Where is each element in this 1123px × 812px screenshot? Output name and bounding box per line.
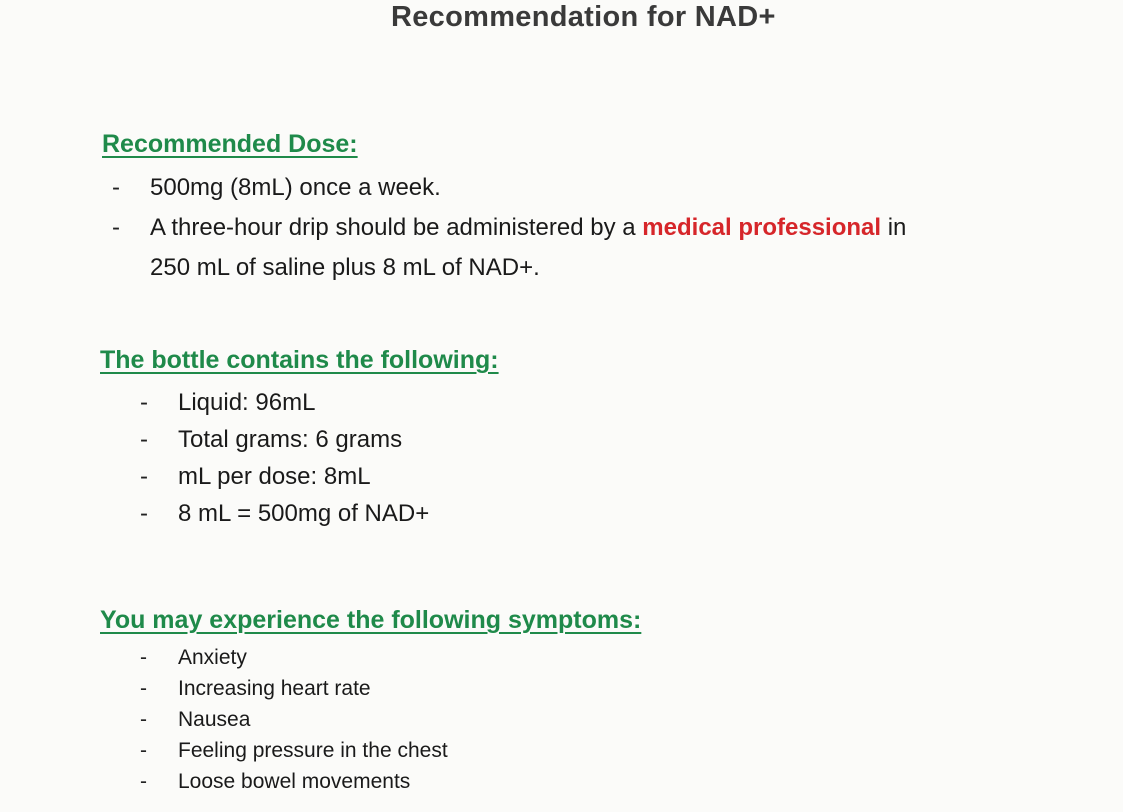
list-item	[140, 766, 448, 797]
dose-item-text: in	[881, 214, 907, 241]
bottle-item-text: 8 mL = 500mg of NAD+	[178, 500, 430, 527]
bullet-dash: -	[112, 174, 120, 201]
list-item	[140, 384, 429, 421]
dose-heading: Recommended Dose:	[102, 130, 358, 158]
list-item	[140, 642, 448, 673]
medical-professional-highlight: medical professional	[642, 214, 882, 241]
symptoms-heading: You may experience the following symptoms:	[100, 606, 642, 634]
symptom-item-text: Nausea	[178, 708, 251, 731]
list-item	[140, 495, 429, 532]
symptom-item-text: Feeling pressure in the chest	[178, 739, 448, 762]
list-item	[112, 168, 906, 208]
dose-item-continued: 250 mL of saline plus 8 mL of NAD+.	[150, 254, 540, 281]
symptom-item-text: Loose bowel movements	[178, 770, 411, 793]
list-item	[112, 208, 906, 288]
bullet-dash: -	[140, 500, 148, 527]
bottle-list	[140, 384, 429, 532]
bottle-heading: The bottle contains the following:	[100, 346, 499, 374]
dose-list	[112, 168, 906, 288]
bullet-dash: -	[140, 426, 148, 453]
document-title: Recommendation for NAD+	[391, 1, 776, 33]
bullet-dash: -	[140, 739, 147, 762]
list-item	[140, 704, 448, 735]
dose-item-text: A three-hour drip should be administered by a	[150, 214, 643, 241]
bottle-item-text: mL per dose: 8mL	[178, 463, 371, 490]
bullet-dash: -	[140, 463, 148, 490]
symptom-item-text: Anxiety	[178, 646, 247, 669]
bullet-dash: -	[140, 770, 147, 793]
list-item	[140, 735, 448, 766]
symptom-item-text: Increasing heart rate	[178, 677, 371, 700]
dose-item-text: 500mg (8mL) once a week.	[150, 174, 441, 201]
bullet-dash: -	[140, 677, 147, 700]
list-item	[140, 421, 429, 458]
bullet-dash: -	[140, 708, 147, 731]
bullet-dash: -	[140, 389, 148, 416]
bullet-dash: -	[140, 646, 147, 669]
symptoms-list	[140, 642, 448, 797]
list-item	[140, 673, 448, 704]
list-item	[140, 458, 429, 495]
bullet-dash: -	[112, 214, 120, 241]
bottle-item-text: Liquid: 96mL	[178, 389, 316, 416]
bottle-item-text: Total grams: 6 grams	[178, 426, 403, 453]
